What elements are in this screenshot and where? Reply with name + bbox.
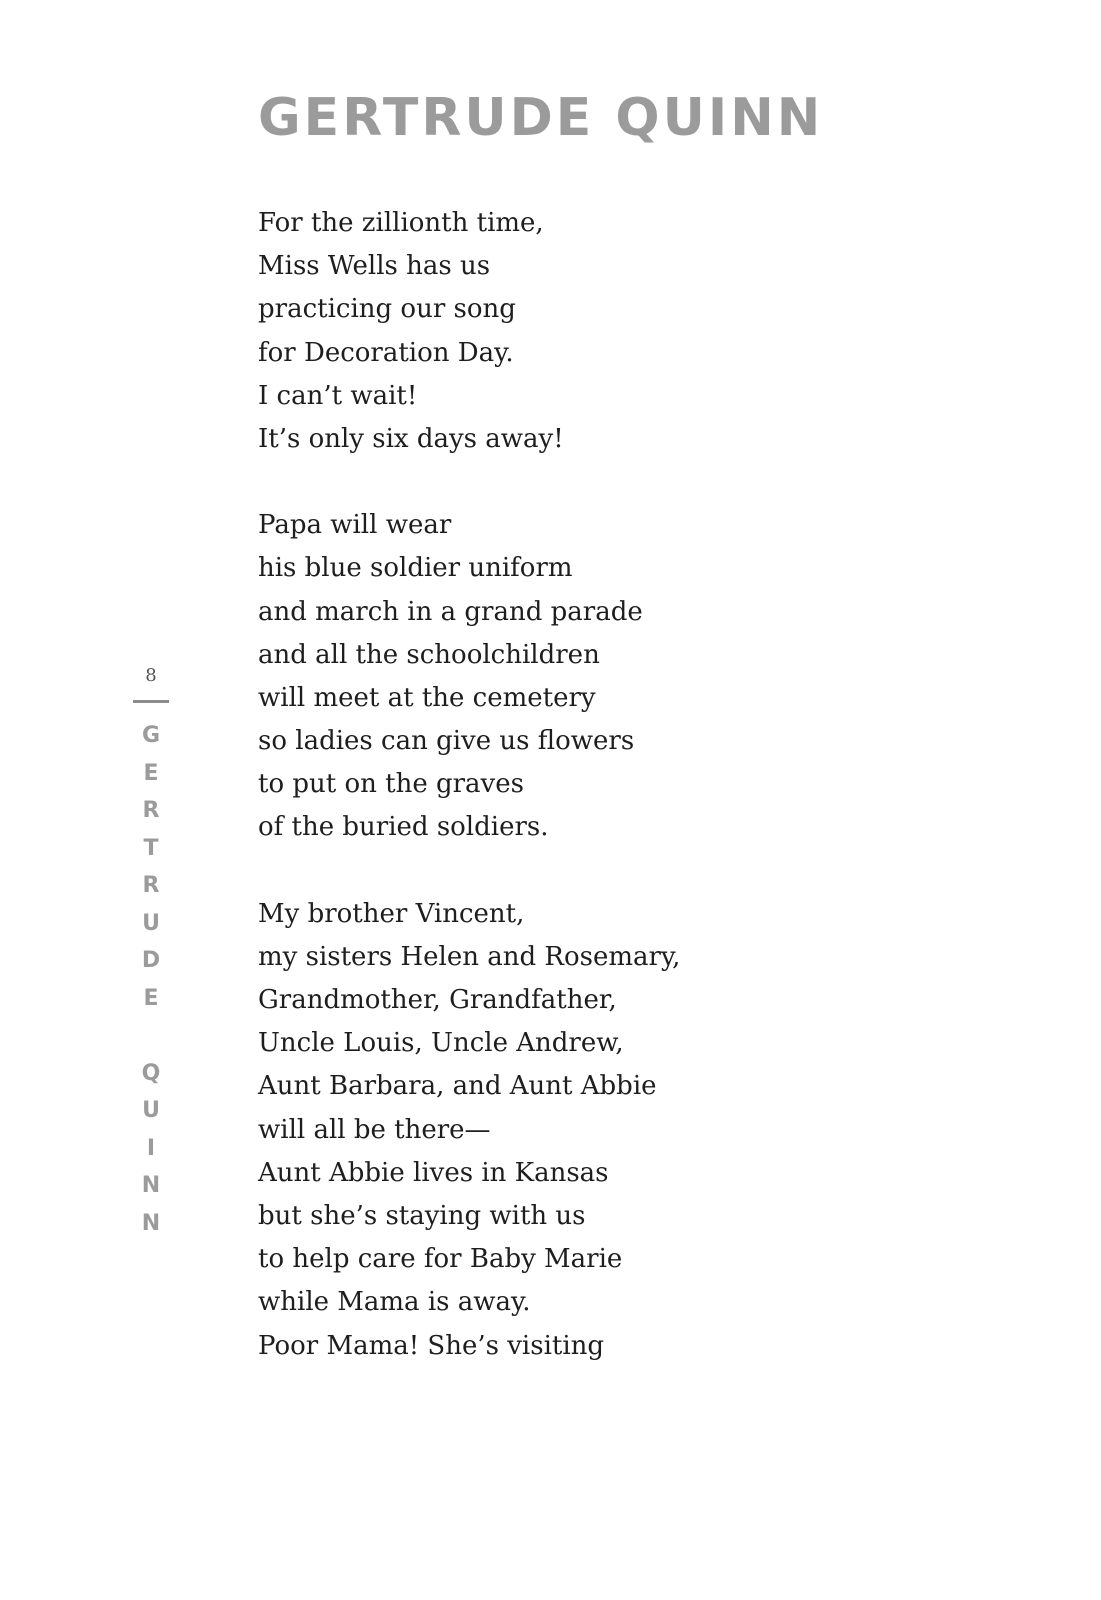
page-number: 8 [145, 665, 157, 686]
poem-title: GERTRUDE QUINN [258, 88, 824, 148]
poem-line: I can’t wait! [258, 380, 418, 411]
poem-line: so ladies can give us flowers [258, 726, 635, 757]
poem-line: for Decoration Day. [258, 337, 514, 368]
poem-line: Aunt Abbie lives in Kansas [258, 1157, 609, 1188]
poem-line: and march in a grand parade [258, 596, 643, 627]
poem-line: Papa will wear [258, 510, 452, 541]
stanza-2 [258, 504, 680, 850]
running-head-letter: R [142, 873, 160, 898]
poem-line: will all be there— [258, 1114, 491, 1145]
poem-line: practicing our song [258, 294, 516, 325]
poem-line: My brother Vincent, [258, 898, 525, 929]
poem-line: Aunt Barbara, and Aunt Abbie [258, 1071, 657, 1102]
running-head-letter: N [141, 1210, 161, 1236]
running-head-letter: D [141, 948, 161, 973]
poem-line: It’s only six days away! [258, 423, 564, 454]
running-head-letter: T [143, 835, 159, 861]
running-head-letter: G [141, 723, 161, 748]
poem-line: my sisters Helen and Rosemary, [258, 941, 681, 972]
poem-line: but she’s staying with us [258, 1200, 586, 1231]
running-head-letter: E [143, 760, 159, 786]
page-folio [132, 662, 170, 1242]
poem-line: For the zillionth time, [258, 208, 544, 238]
poem-line: of the buried soldiers. [258, 812, 549, 843]
running-head-letter: I [146, 1135, 156, 1161]
folio-divider [133, 700, 169, 703]
poem-body [258, 202, 680, 1368]
running-head-letter: E [143, 985, 159, 1011]
poem-line: and all the schoolchildren [258, 639, 600, 670]
poem-line: Uncle Louis, Uncle Andrew, [258, 1028, 624, 1059]
running-head-letter: N [141, 1173, 161, 1198]
running-head-letter: U [142, 910, 160, 936]
running-head [132, 717, 170, 1242]
stanza-1 [258, 202, 680, 461]
running-head-letter: Q [141, 1060, 161, 1086]
poem-line: Miss Wells has us [258, 251, 491, 282]
poem-line: Grandmother, Grandfather, [258, 985, 617, 1015]
poem-line: will meet at the cemetery [258, 682, 596, 713]
poem-line: to put on the graves [258, 769, 524, 800]
poem-line: his blue soldier uniform [258, 553, 573, 584]
poem-line: to help care for Baby Marie [258, 1244, 623, 1275]
stanza-3 [258, 893, 680, 1368]
poem-line: while Mama is away. [258, 1287, 531, 1318]
poem-line: Poor Mama! She’s visiting [258, 1330, 605, 1361]
running-head-space [132, 1017, 170, 1055]
running-head-letter: R [142, 798, 160, 823]
running-head-letter: U [142, 1098, 160, 1123]
